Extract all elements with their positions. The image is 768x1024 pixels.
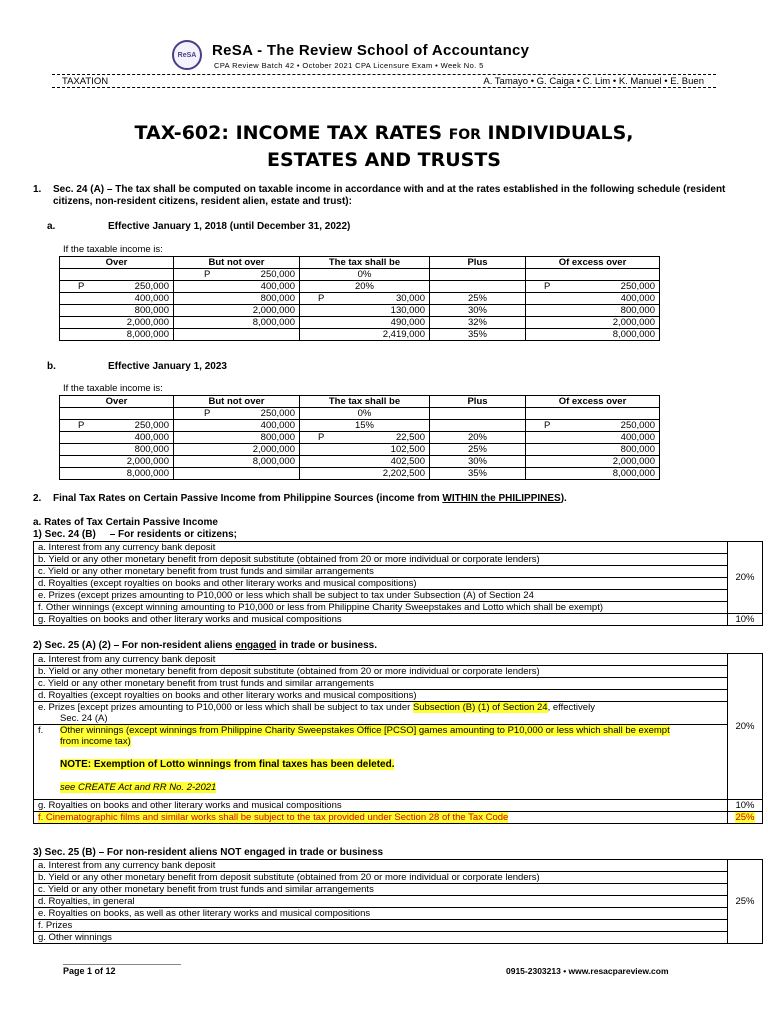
table-cell: 15% — [300, 420, 430, 432]
table-row: f. Prizes — [34, 920, 763, 932]
table-cell: P 250,000 — [60, 281, 174, 293]
col-plus: Plus — [430, 396, 526, 408]
table-row: f. Other winnings (except winning amounting to P10,000 or less from Philippine Charity Sweepstakes and Lotto which shall be exempt) — [34, 602, 763, 614]
table-cell: 35% — [430, 468, 526, 480]
table-row: b. Yield or any other monetary benefit from deposit substitute (obtained from 20 or more individual or corporate lenders) — [34, 872, 763, 884]
col-plus: Plus — [430, 257, 526, 269]
nra-not-engaged-rates-table — [33, 859, 763, 944]
table-row — [60, 317, 660, 329]
table-cell — [526, 408, 660, 420]
table-cell — [174, 329, 300, 341]
table-cell: P 250,000 — [526, 420, 660, 432]
table-row — [60, 432, 660, 444]
nra-not-engaged-heading: 3) Sec. 25 (B) – For non-resident aliens NOT engaged in trade or business — [33, 847, 384, 858]
table-row: b. Yield or any other monetary benefit from deposit substitute (obtained from 20 or more individual or corporate lenders) — [34, 554, 763, 566]
table-row — [60, 420, 660, 432]
table-row — [60, 444, 660, 456]
table-row: e. Royalties on books, as well as other literary works and musical compositions — [34, 908, 763, 920]
table-row: d. Royalties (except royalties on books and other literary works and musical compositions) — [34, 690, 763, 702]
table-cell: 2,000,000 — [174, 444, 300, 456]
footer-divider — [63, 964, 181, 965]
table-row: c. Yield or any other monetary benefit from trust funds and similar arrangements — [34, 884, 763, 896]
page-number: Page 1 of 12 — [63, 966, 116, 976]
table-cell: 30% — [430, 456, 526, 468]
peso-sign: P — [544, 420, 551, 431]
table-row — [60, 408, 660, 420]
table-cell — [60, 408, 174, 420]
table-header-row — [60, 396, 660, 408]
table-cell: 8,000,000 — [60, 468, 174, 480]
peso-sign: P — [78, 420, 85, 431]
schedule-a-label: a. — [47, 221, 56, 232]
table-cell: 400,000 — [526, 432, 660, 444]
nra-engaged-heading: 2) Sec. 25 (A) (2) – For non-resident aliens engaged in trade or business. — [33, 640, 377, 651]
table-cell: 800,000 — [60, 305, 174, 317]
cinematographic-item: f. Cinematographic films and similar works shall be subject to the tax provided under Section 28 of the Tax Code — [38, 812, 509, 823]
table-cell: 400,000 — [526, 293, 660, 305]
tax-table-2023 — [59, 395, 660, 480]
table-cell: 800,000 — [526, 444, 660, 456]
table-cell: 2,000,000 — [526, 317, 660, 329]
table-row — [60, 305, 660, 317]
section1-number: 1. — [33, 184, 42, 195]
page-title-line1: TAX-602: INCOME TAX RATES FOR INDIVIDUALS, — [134, 122, 634, 144]
nra-engaged-rates-table — [33, 653, 763, 824]
table-cell: 35% — [430, 329, 526, 341]
peso-sign: P — [204, 269, 211, 280]
contact-info: 0915-2303213 • www.resacpareview.com — [506, 966, 669, 976]
table-cell: 800,000 — [174, 293, 300, 305]
table-cell: 8,000,000 — [526, 329, 660, 341]
col-excess-over: Of excess over — [526, 396, 660, 408]
table-row: b. Yield or any other monetary benefit from deposit substitute (obtained from 20 or more individual or corporate lenders) — [34, 666, 763, 678]
subject-label: TAXATION — [62, 76, 109, 87]
table-cell: 32% — [430, 317, 526, 329]
table-cell: 2,000,000 — [526, 456, 660, 468]
col-tax-shall-be: The tax shall be — [300, 257, 430, 269]
table-cell — [430, 269, 526, 281]
table-cell: 130,000 — [300, 305, 430, 317]
table-cell: P 250,000 — [526, 281, 660, 293]
schedule-b-intro: If the taxable income is: — [63, 383, 163, 394]
create-act-reference: see CREATE Act and RR No. 2-2021 — [60, 782, 217, 793]
table-cell: 25% — [430, 293, 526, 305]
table-cell — [526, 269, 660, 281]
peso-sign: P — [78, 281, 85, 292]
col-but-not-over: But not over — [174, 257, 300, 269]
peso-sign: P — [318, 293, 325, 304]
page-title-line2: ESTATES AND TRUSTS — [267, 149, 501, 171]
rate-cell: 10% — [728, 614, 763, 626]
table-cell: 8,000,000 — [526, 468, 660, 480]
subject-bar — [52, 74, 716, 88]
lotto-note: NOTE: Exemption of Lotto winnings from final taxes has been deleted. — [60, 759, 395, 770]
table-cell: 2,419,000 — [300, 329, 430, 341]
passive-income-subheading: a. Rates of Tax Certain Passive Income — [33, 517, 218, 528]
table-cell: 8,000,000 — [174, 317, 300, 329]
schedule-a-title: Effective January 1, 2018 (until December 31, 2022) — [108, 221, 351, 232]
table-cell: 8,000,000 — [174, 456, 300, 468]
rate-cell: 25% — [735, 812, 755, 823]
table-cell: 402,500 — [300, 456, 430, 468]
col-over: Over — [60, 257, 174, 269]
rate-cell: 10% — [728, 800, 763, 812]
resa-logo: ReSA — [172, 40, 202, 70]
table-cell: 490,000 — [300, 317, 430, 329]
peso-sign: P — [544, 281, 551, 292]
table-row: d. Royalties (except royalties on books and other literary works and musical compositions) — [34, 578, 763, 590]
org-name: ReSA - The Review School of Accountancy — [212, 42, 530, 59]
batch-line: CPA Review Batch 42 • October 2021 CPA Licensure Exam • Week No. 5 — [214, 61, 484, 70]
peso-sign: P — [318, 432, 325, 443]
table-cell: 400,000 — [174, 281, 300, 293]
schedule-a-intro: If the taxable income is: — [63, 244, 163, 255]
table-cell: 25% — [430, 444, 526, 456]
rate-cell: 25% — [728, 860, 763, 944]
table-cell: P 250,000 — [174, 269, 300, 281]
table-row: a. Interest from any currency bank deposit 20% — [34, 654, 763, 666]
table-cell: 30% — [430, 305, 526, 317]
col-over: Over — [60, 396, 174, 408]
table-row: g. Other winnings — [34, 932, 763, 944]
table-cell: P 250,000 — [174, 408, 300, 420]
table-row — [60, 269, 660, 281]
table-header-row — [60, 257, 660, 269]
authors-label: A. Tamayo • G. Caiga • C. Lim • K. Manuel • E. Buen — [483, 76, 704, 87]
table-cell: 102,500 — [300, 444, 430, 456]
rate-cell: 20% — [728, 542, 763, 614]
table-cell: 800,000 — [60, 444, 174, 456]
section2-number: 2. — [33, 493, 42, 504]
residents-heading: 1) Sec. 24 (B) – For residents or citizens; — [33, 529, 237, 540]
table-row — [60, 468, 660, 480]
table-cell: 2,202,500 — [300, 468, 430, 480]
table-row: f. Other winnings (except winnings from Philippine Charity Sweepstakes Office [PCSO] games amounting to P10,000 or less which shall be exempt from income tax) NOTE: Exemption of Lotto winnings from final taxes has been deleted. see CREATE Act and RR No. 2-2021 — [34, 725, 763, 800]
table-cell: 2,000,000 — [60, 456, 174, 468]
table-row: d. Royalties, in general — [34, 896, 763, 908]
highlighted-other-winnings: Other winnings (except winnings from Philippine Charity Sweepstakes Office [PCSO] games amounting to P10,000 or less which shall be exempt from income tax) — [60, 725, 670, 747]
table-row: e. Prizes (except prizes amounting to P10,000 or less which shall be subject to tax under Subsection (A) of Section 24 — [34, 590, 763, 602]
col-excess-over: Of excess over — [526, 257, 660, 269]
table-row: g. Royalties on books and other literary works and musical compositions 10% — [34, 800, 763, 812]
table-row: a. Interest from any currency bank deposit 20% — [34, 542, 763, 554]
table-cell: P 22,500 — [300, 432, 430, 444]
section1-text: Sec. 24 (A) – The tax shall be computed on taxable income in accordance with and at the rates established in the following schedule (resident citizens, non-resident citizens, resident alien, estate and trust): — [53, 184, 726, 207]
table-row: g. Royalties on books and other literary works and musical compositions 10% — [34, 614, 763, 626]
table-cell: 2,000,000 — [174, 305, 300, 317]
table-row — [60, 293, 660, 305]
table-cell: P 30,000 — [300, 293, 430, 305]
peso-sign: P — [204, 408, 211, 419]
table-cell — [430, 408, 526, 420]
rate-cell: 20% — [728, 654, 763, 800]
table-cell: 800,000 — [174, 432, 300, 444]
table-cell: 2,000,000 — [60, 317, 174, 329]
table-row: c. Yield or any other monetary benefit from trust funds and similar arrangements — [34, 566, 763, 578]
table-cell: 400,000 — [60, 293, 174, 305]
col-but-not-over: But not over — [174, 396, 300, 408]
table-cell — [60, 269, 174, 281]
table-row — [60, 456, 660, 468]
highlighted-reference: Subsection (B) (1) of Section 24 — [412, 702, 548, 713]
table-cell: 0% — [300, 408, 430, 420]
table-cell: P 250,000 — [60, 420, 174, 432]
table-cell: 20% — [300, 281, 430, 293]
residents-rates-table — [33, 541, 763, 626]
col-tax-shall-be: The tax shall be — [300, 396, 430, 408]
table-row — [34, 812, 763, 824]
table-row: e. Prizes [except prizes amounting to P10,000 or less which shall be subject to tax under Subsection (B) (1) of Section 24, effectively Sec. 24 (A) — [34, 702, 763, 725]
table-cell: 20% — [430, 432, 526, 444]
section2-text: Final Tax Rates on Certain Passive Income from Philippine Sources (income from WITHIN the PHILIPPINES). — [53, 493, 567, 504]
table-row: c. Yield or any other monetary benefit from trust funds and similar arrangements — [34, 678, 763, 690]
table-cell — [430, 420, 526, 432]
table-cell: 400,000 — [60, 432, 174, 444]
table-cell: 400,000 — [174, 420, 300, 432]
table-row: a. Interest from any currency bank deposit 25% — [34, 860, 763, 872]
table-cell — [174, 468, 300, 480]
schedule-b-title: Effective January 1, 2023 — [108, 361, 227, 372]
table-cell: 800,000 — [526, 305, 660, 317]
table-row — [60, 281, 660, 293]
table-row — [60, 329, 660, 341]
table-cell — [430, 281, 526, 293]
schedule-b-label: b. — [47, 361, 56, 372]
tax-table-2018 — [59, 256, 660, 341]
table-cell: 0% — [300, 269, 430, 281]
table-cell: 8,000,000 — [60, 329, 174, 341]
